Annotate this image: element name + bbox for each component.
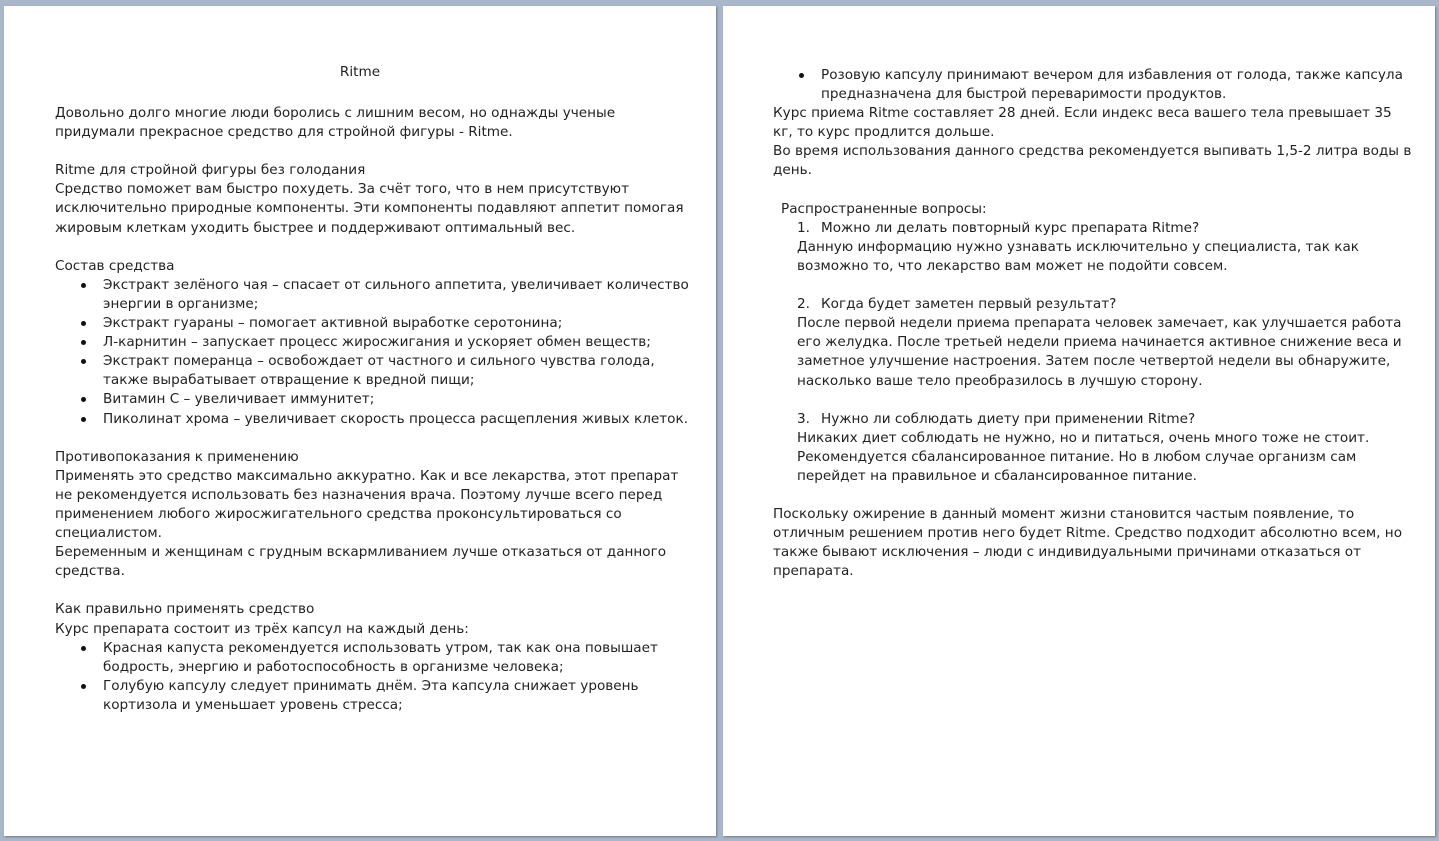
usage-list	[55, 639, 695, 715]
list-item: Экстракт зелёного чая – спасает от сильного аппетита, увеличивает количество энергии в организме;	[55, 276, 695, 314]
faq-number: 2.	[797, 296, 810, 313]
conclusion-paragraph: Поскольку ожирение в данный момент жизни становится частым появление, то отличным решением против него будет Ritme. Средство подходит абсолютно всем, но также бывают исключения – люди с индивидуальными причинами отказаться от препарата.	[773, 506, 1403, 580]
contraindications-heading: Противопоказания к применению	[55, 448, 299, 465]
intro-paragraph: Довольно долго многие люди боролись с лишним весом, но однажды ученые придумали прекрасное средство для стройной фигуры - Ritme.	[55, 105, 616, 141]
composition-list	[55, 276, 695, 429]
list-item: Розовую капсулу принимают вечером для избавления от голода, также капсула предназначена для быстрой переваримости продуктов.	[773, 66, 1413, 104]
list-item: Витамин С – увеличивает иммунитет;	[55, 390, 695, 409]
page-1	[4, 6, 716, 836]
faq-question-3	[797, 410, 1413, 429]
faq-question-text: Когда будет заметен первый результат?	[821, 296, 1117, 313]
list-item: Голубую капсулу следует принимать днём. Эта капсула снижает уровень кортизола и уменьшает уровень стресса;	[55, 677, 695, 715]
faq-answer-2: После первой недели приема препарата человек замечает, как улучшается работа его желудка. После третьей недели приема начинается активное снижение веса и заметное улучшение настроения. Затем после четвертой недели вы обнаружите, насколько ваше тело преобразилось в лучшую сторону.	[797, 315, 1402, 389]
section1-heading: Ritme для стройной фигуры без голодания	[55, 162, 366, 179]
list-item: Экстракт померанца – освобождает от частного и сильного чувства голода, также вырабатывает отвращение к вредной пищи;	[55, 352, 695, 390]
page-2	[723, 6, 1435, 836]
usage-intro: Курс препарата состоит из трёх капсул на каждый день:	[55, 620, 469, 637]
list-item: Л-карнитин – запускает процесс жиросжигания и ускоряет обмен веществ;	[55, 333, 695, 352]
document-title: Ritme	[339, 64, 381, 80]
composition-heading: Состав средства	[55, 257, 175, 274]
usage-heading: Как правильно применять средство	[55, 601, 315, 618]
contraindications-text-1: Применять это средство максимально аккуратно. Как и все лекарства, этот препарат не рекомендуется использовать без назначения врача. Поэтому лучше всего перед применением любого жиросжигательного средства проконсультироваться со специалистом.	[55, 467, 679, 542]
faq-list	[773, 219, 1413, 486]
faq-question-text: Можно ли делать повторный курс препарата Ritme?	[821, 219, 1200, 236]
list-item: Красная капуста рекомендуется использовать утром, так как она повышает бодрость, энергию и работоспособность в организме человека;	[55, 639, 695, 677]
faq-question-text: Нужно ли соблюдать диету при применении Ritme?	[821, 410, 1196, 427]
list-item: Пиколинат хрома – увеличивает скорость процесса расщепления живых клеток.	[55, 410, 695, 429]
list-item: Экстракт гуараны – помогает активной выработке серотонина;	[55, 314, 695, 333]
faq-number: 3.	[797, 410, 810, 427]
page-2-content	[773, 66, 1413, 582]
faq-answer-3: Никаких диет соблюдать не нужно, но и питаться, очень много тоже не стоит. Рекомендуется сбалансированное питание. Но в любом случае организм сам перейдет на правильное и сбалансированное питание.	[797, 429, 1370, 484]
page-1-content	[55, 104, 695, 715]
faq-heading: Распространенные вопросы:	[781, 200, 987, 217]
faq-question-1	[797, 219, 1413, 238]
faq-number: 1.	[797, 219, 810, 236]
faq-answer-1: Данную информацию нужно узнавать исключительно у специалиста, так как возможно то, что лекарство вам может не подойти совсем.	[797, 238, 1360, 274]
faq-question-2	[797, 295, 1413, 314]
water-text: Во время использования данного средства рекомендуется выпивать 1,5-2 литра воды в день.	[773, 143, 1412, 179]
course-text: Курс приема Ritme составляет 28 дней. Если индекс веса вашего тела превышает 35 кг, то курс продлится дольше.	[773, 105, 1392, 141]
contraindications-text-2: Беременным и женщинам с грудным вскармливанием лучше отказаться от данного средства.	[55, 544, 667, 580]
usage-list-continued	[773, 66, 1413, 104]
section1-text: Средство поможет вам быстро похудеть. За счёт того, что в нем присутствуют исключительно природные компоненты. Эти компоненты подавляют аппетит помогая жировым клеткам уходить быстрее и поддерживают оптимальный вес.	[55, 181, 684, 236]
